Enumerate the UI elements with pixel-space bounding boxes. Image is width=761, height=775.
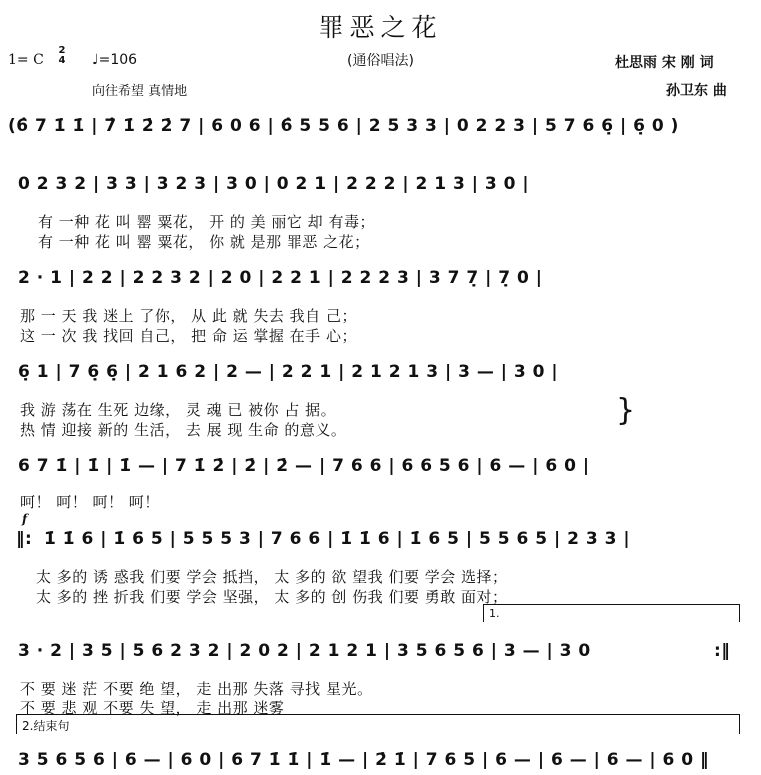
volta-2-label: 2.结束句: [22, 719, 70, 733]
time-signature: [57, 46, 67, 66]
lyricist-credit: 杜思雨 宋 刚 词: [615, 55, 714, 71]
lyric-line-7b: 不 要 悲 观 不要 失 望， 走 出那 迷雾: [20, 699, 285, 717]
staff-7: 3 · 2 | 3 5 | 5 6 2 3 2 | 2 0 2 | 2 1 2 1 | 3 5 6 5 6 | 3 — | 3 0: [18, 641, 591, 661]
lyric-line-6b: 太 多的 挫 折我 们要 学会 坚强， 太 多的 创 伤我 们要 勇敢 面对；: [36, 588, 508, 606]
song-title: 罪恶之花: [318, 13, 443, 42]
volta-1-line: [483, 604, 739, 605]
volta-1-left: [483, 604, 484, 622]
lyric-line-3a: 那 一 天 我 迷上 了你， 从 此 就 失去 我自 己；: [20, 307, 357, 325]
beat-bottom: 4: [58, 55, 66, 66]
beat-top: 2: [58, 45, 66, 56]
song-subtitle: (通俗唱法): [347, 53, 414, 69]
staff-5: 6 7 1̇ | 1̇ | 1̇ — | 7 1̇ 2̇ | 2̇ | 2̇ — | 7 6 6 | 6 6 5 6 | 6 — | 6 0 |: [18, 456, 590, 476]
verse-brace: }: [616, 393, 636, 428]
lyric-line-7a: 不 要 迷 茫 不要 绝 望， 走 出那 失落 寻找 星光。: [20, 680, 373, 698]
volta-1-right: [739, 604, 740, 622]
tempo-marking: ♩=106: [92, 52, 138, 68]
repeat-start-sign: ‖:: [16, 529, 33, 549]
lyric-line-2a: 有 一种 花 叫 罂 粟花， 开 的 美 丽它 却 有毒；: [38, 213, 375, 231]
staff-2: 0 2 3 2 | 3 3 | 3 2 3 | 3 0 | 0 2 1 | 2 2 2 | 2 1 3 | 3 0 |: [18, 174, 530, 194]
expression-marking: 向往希望 真情地: [92, 84, 188, 99]
lyric-line-2b: 有 一种 花 叫 罂 粟花， 你 就 是那 罪恶 之花；: [38, 233, 370, 251]
volta-1-label: 1.: [489, 607, 500, 620]
lyric-line-4a: 我 游 荡在 生死 边缘， 灵 魂 已 被你 占 据。: [20, 401, 337, 419]
staff-4: 6̣ 1 | 7 6̣ 6̣ | 2 1 6 2 | 2 — | 2 2 1 | 2 1 2 1 3 | 3 — | 3 0 |: [18, 362, 559, 382]
lyric-line-6a: 太 多的 诱 惑我 们要 学会 抵挡， 太 多的 欲 望我 们要 学会 选择；: [36, 568, 508, 586]
composer-credit: 孙卫东 曲: [666, 83, 727, 99]
key-signature: 1= C: [8, 52, 44, 68]
staff-6: 1̇ 1̇ 6 | 1̇ 6 5 | 5 5 5 3 | 7 6 6 | 1̇ 1̇ 6 | 1̇ 6 5 | 5 5 6 5 | 2 3 3 |: [44, 529, 631, 549]
dynamic-forte: f: [22, 512, 28, 526]
volta-2-right: [739, 714, 740, 734]
staff-3: 2 · 1 | 2 2 | 2 2 3 2 | 2 0 | 2 2 1 | 2 2 2 3 | 3 7 7̣ | 7̣ 0 |: [18, 268, 543, 288]
lyric-line-3b: 这 一 次 我 找回 自己， 把 命 运 掌握 在手 心；: [20, 327, 357, 345]
repeat-end-sign: :‖: [714, 641, 731, 661]
volta-2-left: [16, 714, 17, 734]
volta-2-line: [16, 714, 739, 715]
staff-intro: (6̂ 7 1̇ 1̇ | 7̂ 1̇ 2̇ 2̇ 7 | 6 0 6 | 6̂ 5 5 6 | 2 5 3 3 | 0 2 2 3 | 5 7 6 6̣ | 6̣ 0 ): [8, 116, 679, 136]
lyric-line-4b: 热 情 迎接 新的 生活， 去 展 现 生命 的意义。: [20, 421, 347, 439]
staff-8: 3 5 6 5 6 | 6 — | 6 0 | 6 7 1̇ 1̇ | 1̇ — | 2̇ 1̇ | 7 6 5 | 6 — | 6 — | 6 — | 6 0 ‖: [18, 750, 710, 770]
lyric-line-5: 呵！ 呵！ 呵！ 呵！: [20, 493, 160, 511]
